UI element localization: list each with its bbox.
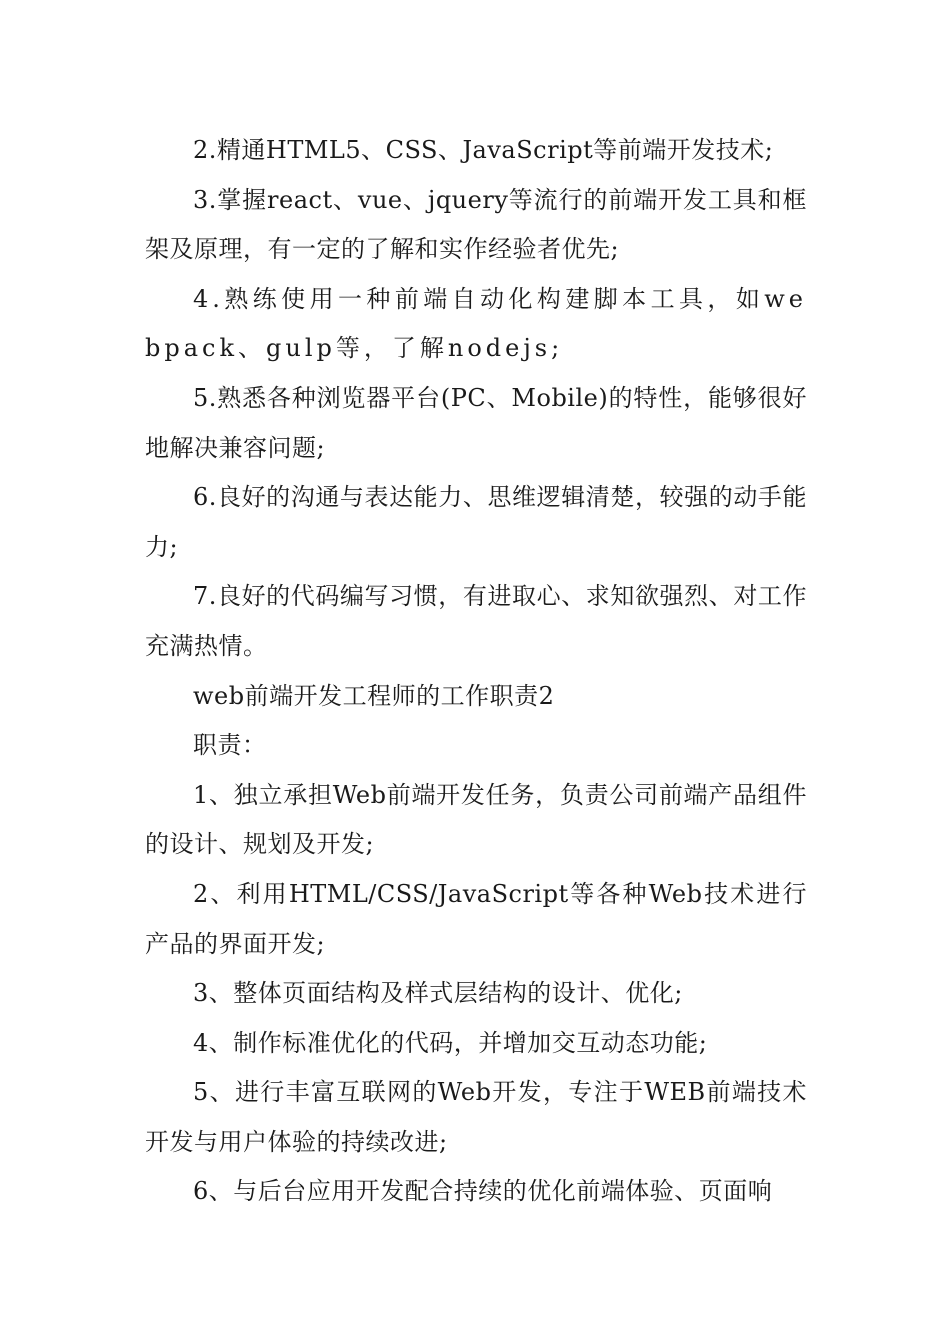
paragraph-requirement-7: 7.良好的代码编写习惯，有进取心、求知欲强烈、对工作充满热情。 — [145, 582, 807, 660]
paragraph-duty-2: 2、利用HTML/CSS/JavaScript等各种Web技术进行产品的界面开发; — [145, 879, 807, 958]
section-heading: web前端开发工程师的工作职责2 — [193, 681, 555, 710]
paragraph-requirement-6: 6.良好的沟通与表达能力、思维逻辑清楚，较强的动手能力; — [145, 483, 807, 561]
paragraph-requirement-4: 4.熟练使用一种前端自动化构建脚本工具，如webpack、gulp等，了解nodejs; — [145, 284, 807, 363]
paragraph-duty-5: 5、进行丰富互联网的Web开发，专注于WEB前端技术开发与用户体验的持续改进; — [145, 1078, 807, 1156]
paragraph-duty-1: 1、独立承担Web前端开发任务，负责公司前端产品组件的设计、规划及开发; — [145, 780, 807, 859]
document-body — [145, 126, 807, 1217]
paragraph-duty-6: 6、与后台应用开发配合持续的优化前端体验、页面响 — [193, 1177, 773, 1206]
paragraph-requirement-5: 5.熟悉各种浏览器平台(PC、Mobile)的特性，能够很好地解决兼容问题; — [145, 383, 807, 462]
paragraph-duty-4: 4、制作标准优化的代码，并增加交互动态功能; — [193, 1028, 708, 1057]
paragraph-requirement-3: 3.掌握react、vue、jquery等流行的前端开发工具和框架及原理，有一定的了解和实作经验者优先; — [145, 185, 807, 264]
paragraph-requirement-2: 2.精通HTML5、CSS、JavaScript等前端开发技术; — [193, 136, 774, 164]
duties-label: 职责： — [193, 731, 267, 760]
paragraph-duty-3: 3、整体页面结构及样式层结构的设计、优化; — [193, 979, 683, 1008]
